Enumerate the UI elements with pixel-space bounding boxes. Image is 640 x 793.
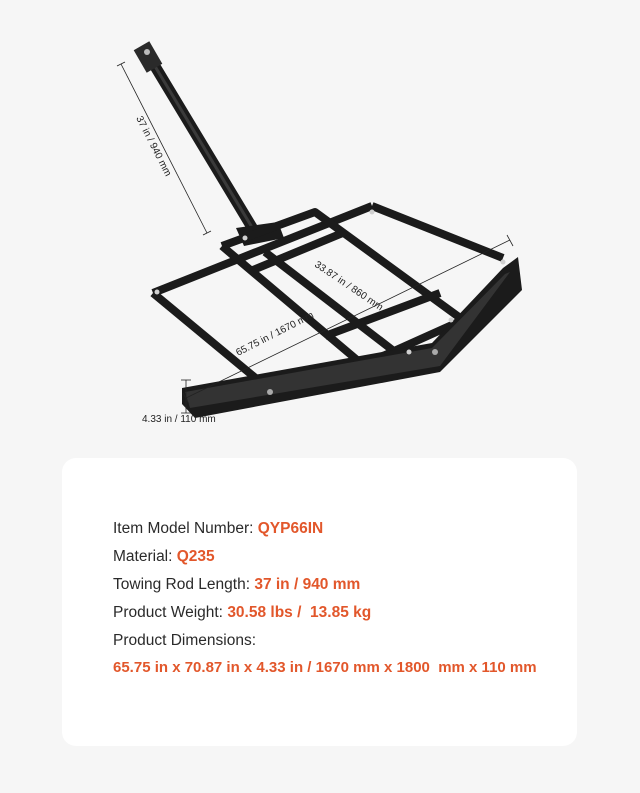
weight-value: 30.58 lbs / 13.85 kg <box>227 604 372 621</box>
width-depth-label: 33.87 in / 860 mm <box>312 259 385 314</box>
spec-card <box>62 458 577 746</box>
rod-length-spec-value: 37 in / 940 mm <box>254 576 361 593</box>
item-model-value: QYP66IN <box>257 520 324 537</box>
spec-item-model <box>113 520 323 538</box>
weight-label: Product Weight: <box>113 604 223 621</box>
spec-dimensions-label <box>113 632 256 650</box>
height-label: 4.33 in / 110 mm <box>142 414 216 425</box>
spec-dimensions-value <box>113 659 537 676</box>
spec-material <box>113 548 215 566</box>
dimensions-value: 65.75 in x 70.87 in x 4.33 in / 1670 mm x 1800 mm x 110 mm <box>113 659 537 676</box>
spec-weight <box>113 604 371 622</box>
item-model-label: Item Model Number: <box>113 520 254 537</box>
rod-length-spec-label: Towing Rod Length: <box>113 576 251 593</box>
rod-length-label: 37 in / 940 mm <box>133 114 174 179</box>
overall-width-label: 65.75 in / 1670 mm <box>234 310 316 359</box>
material-value: Q235 <box>176 548 215 565</box>
spec-rod-length <box>113 576 360 594</box>
material-label: Material: <box>113 548 173 565</box>
dimensions-label: Product Dimensions: <box>113 632 257 649</box>
